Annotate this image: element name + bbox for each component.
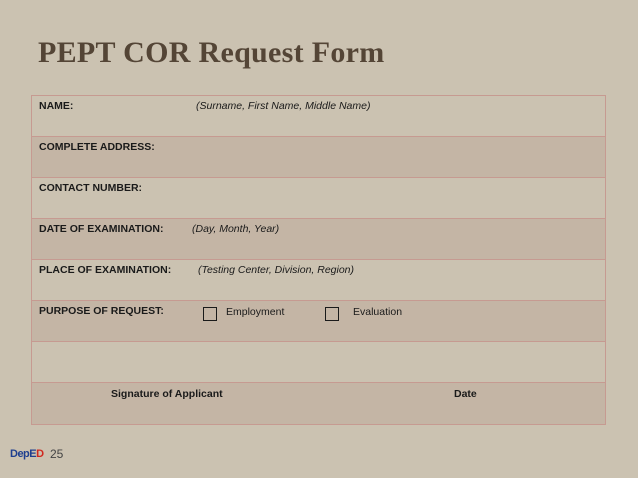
date-exam-hint: (Day, Month, Year) [192, 223, 280, 235]
row-date-of-examination [32, 219, 605, 260]
row-address [32, 137, 605, 178]
form-title: PEPT COR Request Form [38, 36, 385, 69]
row-purpose [32, 301, 605, 342]
deped-logo: DepED [10, 448, 44, 460]
name-label: NAME: [39, 100, 74, 112]
employment-option-label: Employment [226, 306, 285, 318]
page-number: 25 [50, 447, 64, 461]
request-form [31, 95, 606, 425]
evaluation-option-label: Evaluation [353, 306, 403, 318]
purpose-label: PURPOSE OF REQUEST: [39, 305, 164, 317]
row-blank [32, 342, 605, 383]
row-name [32, 96, 605, 137]
signature-label: Signature of Applicant [111, 388, 223, 400]
contact-label: CONTACT NUMBER: [39, 182, 143, 194]
date-label: Date [454, 388, 477, 400]
row-signature [32, 383, 605, 424]
date-exam-label: DATE OF EXAMINATION: [39, 223, 164, 235]
place-exam-hint: (Testing Center, Division, Region) [198, 264, 355, 276]
row-contact [32, 178, 605, 219]
employment-checkbox[interactable] [203, 307, 217, 321]
name-hint: (Surname, First Name, Middle Name) [196, 100, 371, 112]
place-exam-label: PLACE OF EXAMINATION: [39, 264, 172, 276]
row-place-of-examination [32, 260, 605, 301]
evaluation-checkbox[interactable] [325, 307, 339, 321]
address-label: COMPLETE ADDRESS: [39, 141, 155, 153]
